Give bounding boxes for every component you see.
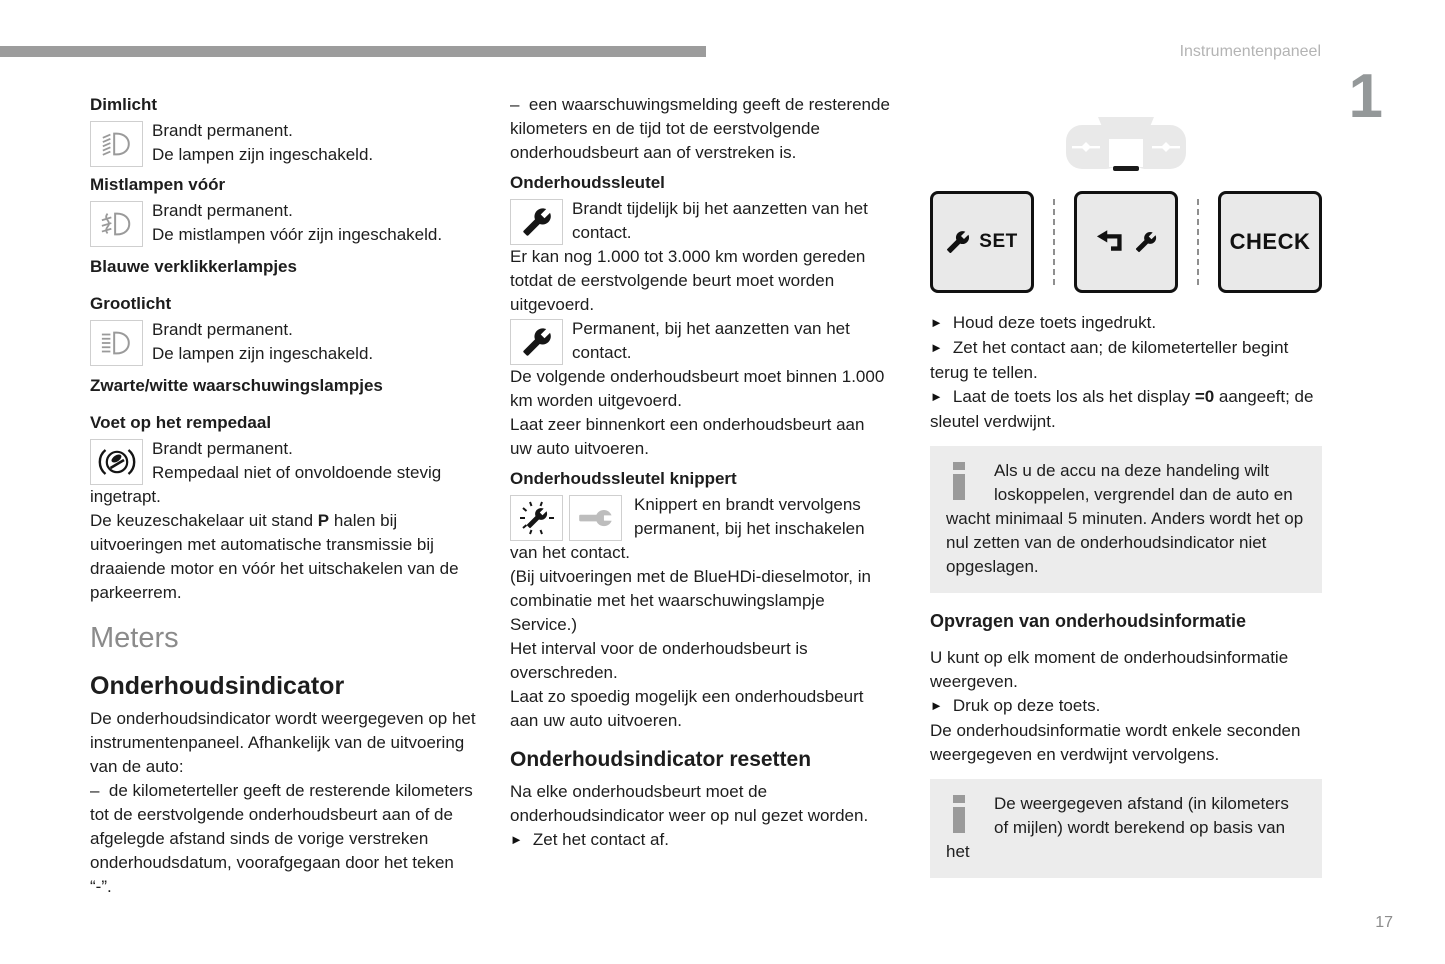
lamp-title-grootlicht: Grootlicht [90,294,172,313]
heading-indicator-resetten: Onderhoudsindicator resetten [510,748,812,771]
heading-onderhoudssleutel: Onderhoudssleutel [510,173,665,192]
indicator-list-item: – een waarschuwingsmelding geeft de resterende kilometers en de tijd tot de eerstvolgende onderhoudsbeurt aan of verstreken is. [510,95,890,162]
lamp-text [510,493,890,565]
check-button-label: CHECK [1229,229,1311,254]
wrench-blinking-state [510,493,890,565]
high-beam-icon [90,320,143,366]
step-text: Houd deze toets ingedrukt. [952,313,1157,332]
sleutel-note: De volgende onderhoudsbeurt moet binnen 1.000 km worden uitgevoerd. [510,367,885,410]
lamp-text [90,318,478,366]
lamp-text [90,199,478,247]
lamp-line: Rempedaal niet of onvoldoende stevig ingetrapt. [90,463,442,506]
sleutel-note: Er kan nog 1.000 tot 3.000 km worden gereden totdat de eerstvolgende beurt moet worden uitgevoerd. [510,247,866,314]
lamp-line: Permanent, bij het aanzetten van het contact. [572,319,850,362]
heading-opvragen: Opvragen van onderhoudsinformatie [930,611,1247,631]
header-rule [0,46,706,57]
lamp-title-zwarte: Zwarte/witte waarschuwingslampjes [90,376,383,395]
lamp-item-mistlampen [90,199,478,247]
procedure-step [930,385,1322,434]
section-title-meters: Meters [90,622,179,654]
lamp-item-dimlicht [90,119,478,167]
reset-procedure [930,311,1322,434]
info-box-afstand [930,779,1322,878]
knippert-note: (Bij uitvoeringen met de BlueHDi-dieselmotor, in combinatie met het waarschuwingslampje Service.) [510,567,871,634]
back-service-button[interactable] [1074,191,1178,293]
step-text: aangeeft; de sleutel verdwijnt. [930,387,1314,431]
lamp-line: De mistlampen vóór zijn ingeschakeld. [152,225,443,244]
service-wrench-icon [1135,231,1157,253]
button-divider [1053,199,1055,285]
page-number: 17 [1375,914,1393,931]
instrument-cluster-illustration [1064,115,1188,173]
step-arrow-icon: ► [930,315,943,330]
info-icon [953,462,965,506]
lamp-line: Brandt permanent. [152,201,293,220]
text-run: halen bij uitvoeringen met automatische transmissie bij draaiende motor en vóór het uitschakelen van de parkeerrem. [90,511,459,602]
procedure-step [510,828,890,853]
bold-run: P [317,511,330,530]
opvragen-note: De onderhoudsinformatie wordt enkele seconden weergegeven en verdwijnt vervolgens. [930,721,1301,764]
lamp-line: De lampen zijn ingeschakeld. [152,344,374,363]
lamp-line: Brandt permanent. [152,320,293,339]
step-arrow-icon: ► [930,389,943,404]
step-text: Zet het contact aan; de kilometerteller begint terug te tellen. [930,338,1289,382]
lamp-line: Knippert en brandt vervolgens permanent, bij het inschakelen van het contact. [510,495,865,562]
lamp-text [510,197,890,245]
lamp-item-grootlicht [90,318,478,366]
lamp-item-rempedaal [90,437,478,509]
lamp-line: Brandt permanent. [152,439,293,458]
indicator-intro: De onderhoudsindicator wordt weergegeven op het instrumentenpaneel. Afhankelijk van de uitvoering van de auto: [90,709,476,776]
step-text: Druk op deze toets. [952,696,1101,715]
step-text: Laat de toets los als het display [952,387,1195,406]
step-arrow-icon: ► [930,698,943,713]
service-wrench-blinking-icon [510,495,563,541]
wrench-state-2 [510,317,890,365]
lamp-text [90,437,478,509]
running-header: Instrumentenpaneel [1179,43,1321,60]
heading-onderhoudssleutel-knippert: Onderhoudssleutel knippert [510,469,737,488]
text-run: De keuzeschakelaar uit stand [90,511,318,530]
lamp-line: De lampen zijn ingeschakeld. [152,145,374,164]
resetten-intro: Na elke onderhoudsbeurt moet de onderhoudsindicator weer op nul gezet worden. [510,782,869,825]
step-text: Zet het contact af. [532,830,669,849]
knippert-note: Laat zo spoedig mogelijk een onderhoudsbeurt aan uw auto uitvoeren. [510,687,864,730]
lamp-line: Brandt tijdelijk bij het aanzetten van het contact. [572,199,868,242]
column-2 [510,93,890,853]
service-wrench-icon [510,199,563,245]
lamp-text [510,317,890,365]
info-icon [953,795,965,839]
return-arrow-icon [1096,229,1126,255]
lamp-title-blauwe: Blauwe verklikkerlampjes [90,257,297,276]
knippert-note: Het interval voor de onderhoudsbeurt is overschreden. [510,639,808,682]
service-wrench-off-icon [569,495,622,541]
procedure-step [930,336,1322,385]
set-button-label: SET [979,231,1018,252]
procedure-step [930,694,1322,719]
check-button[interactable] [1218,191,1322,293]
bold-run: =0 [1194,387,1215,406]
front-fog-icon [90,201,143,247]
service-wrench-icon [946,230,970,254]
lamp-line: Brandt permanent. [152,121,293,140]
service-wrench-icon [510,319,563,365]
info-box-text: De weergegeven afstand (in kilometers of mijlen) wordt berekend op basis van het [946,794,1289,861]
column-3 [930,93,1322,878]
button-divider [1197,199,1199,285]
chapter-number: 1 [1348,62,1383,131]
info-box-text: Als u de accu na deze handeling wilt loskoppelen, vergrendel dan de auto en wacht minimaal 5 minuten. Anders wordt het op nul zetten van de onderhoudsindicator niet opgeslagen. [946,461,1304,576]
opvragen-intro: U kunt op elk moment de onderhoudsinformatie weergeven. [930,648,1289,691]
panel-buttons [930,191,1322,293]
rempedaal-paragraph [90,509,478,605]
foot-on-brake-pedal-icon [90,439,143,485]
set-button[interactable] [930,191,1034,293]
column-1 [90,93,478,899]
info-box-accu [930,446,1322,593]
sleutel-note: Laat zeer binnenkort een onderhoudsbeurt aan uw auto uitvoeren. [510,415,865,458]
lamp-title-mistlampen: Mistlampen vóór [90,175,226,194]
low-beam-icon [90,121,143,167]
heading-onderhoudsindicator: Onderhoudsindicator [90,672,345,700]
step-arrow-icon: ► [930,340,943,355]
indicator-list-item: – de kilometerteller geeft de resterende kilometers tot de eerstvolgende onderhoudsbeurt aan of de afgelegde afstand sinds de vorige verstreken onderhoudsdatum, voorafgegaan door het teken “-”. [90,781,473,896]
step-arrow-icon: ► [510,832,523,847]
procedure-step [930,311,1322,336]
lamp-title-dimlicht: Dimlicht [90,95,158,114]
wrench-state-1 [510,197,890,245]
lamp-title-rempedaal: Voet op het rempedaal [90,413,272,432]
lamp-text [90,119,478,167]
